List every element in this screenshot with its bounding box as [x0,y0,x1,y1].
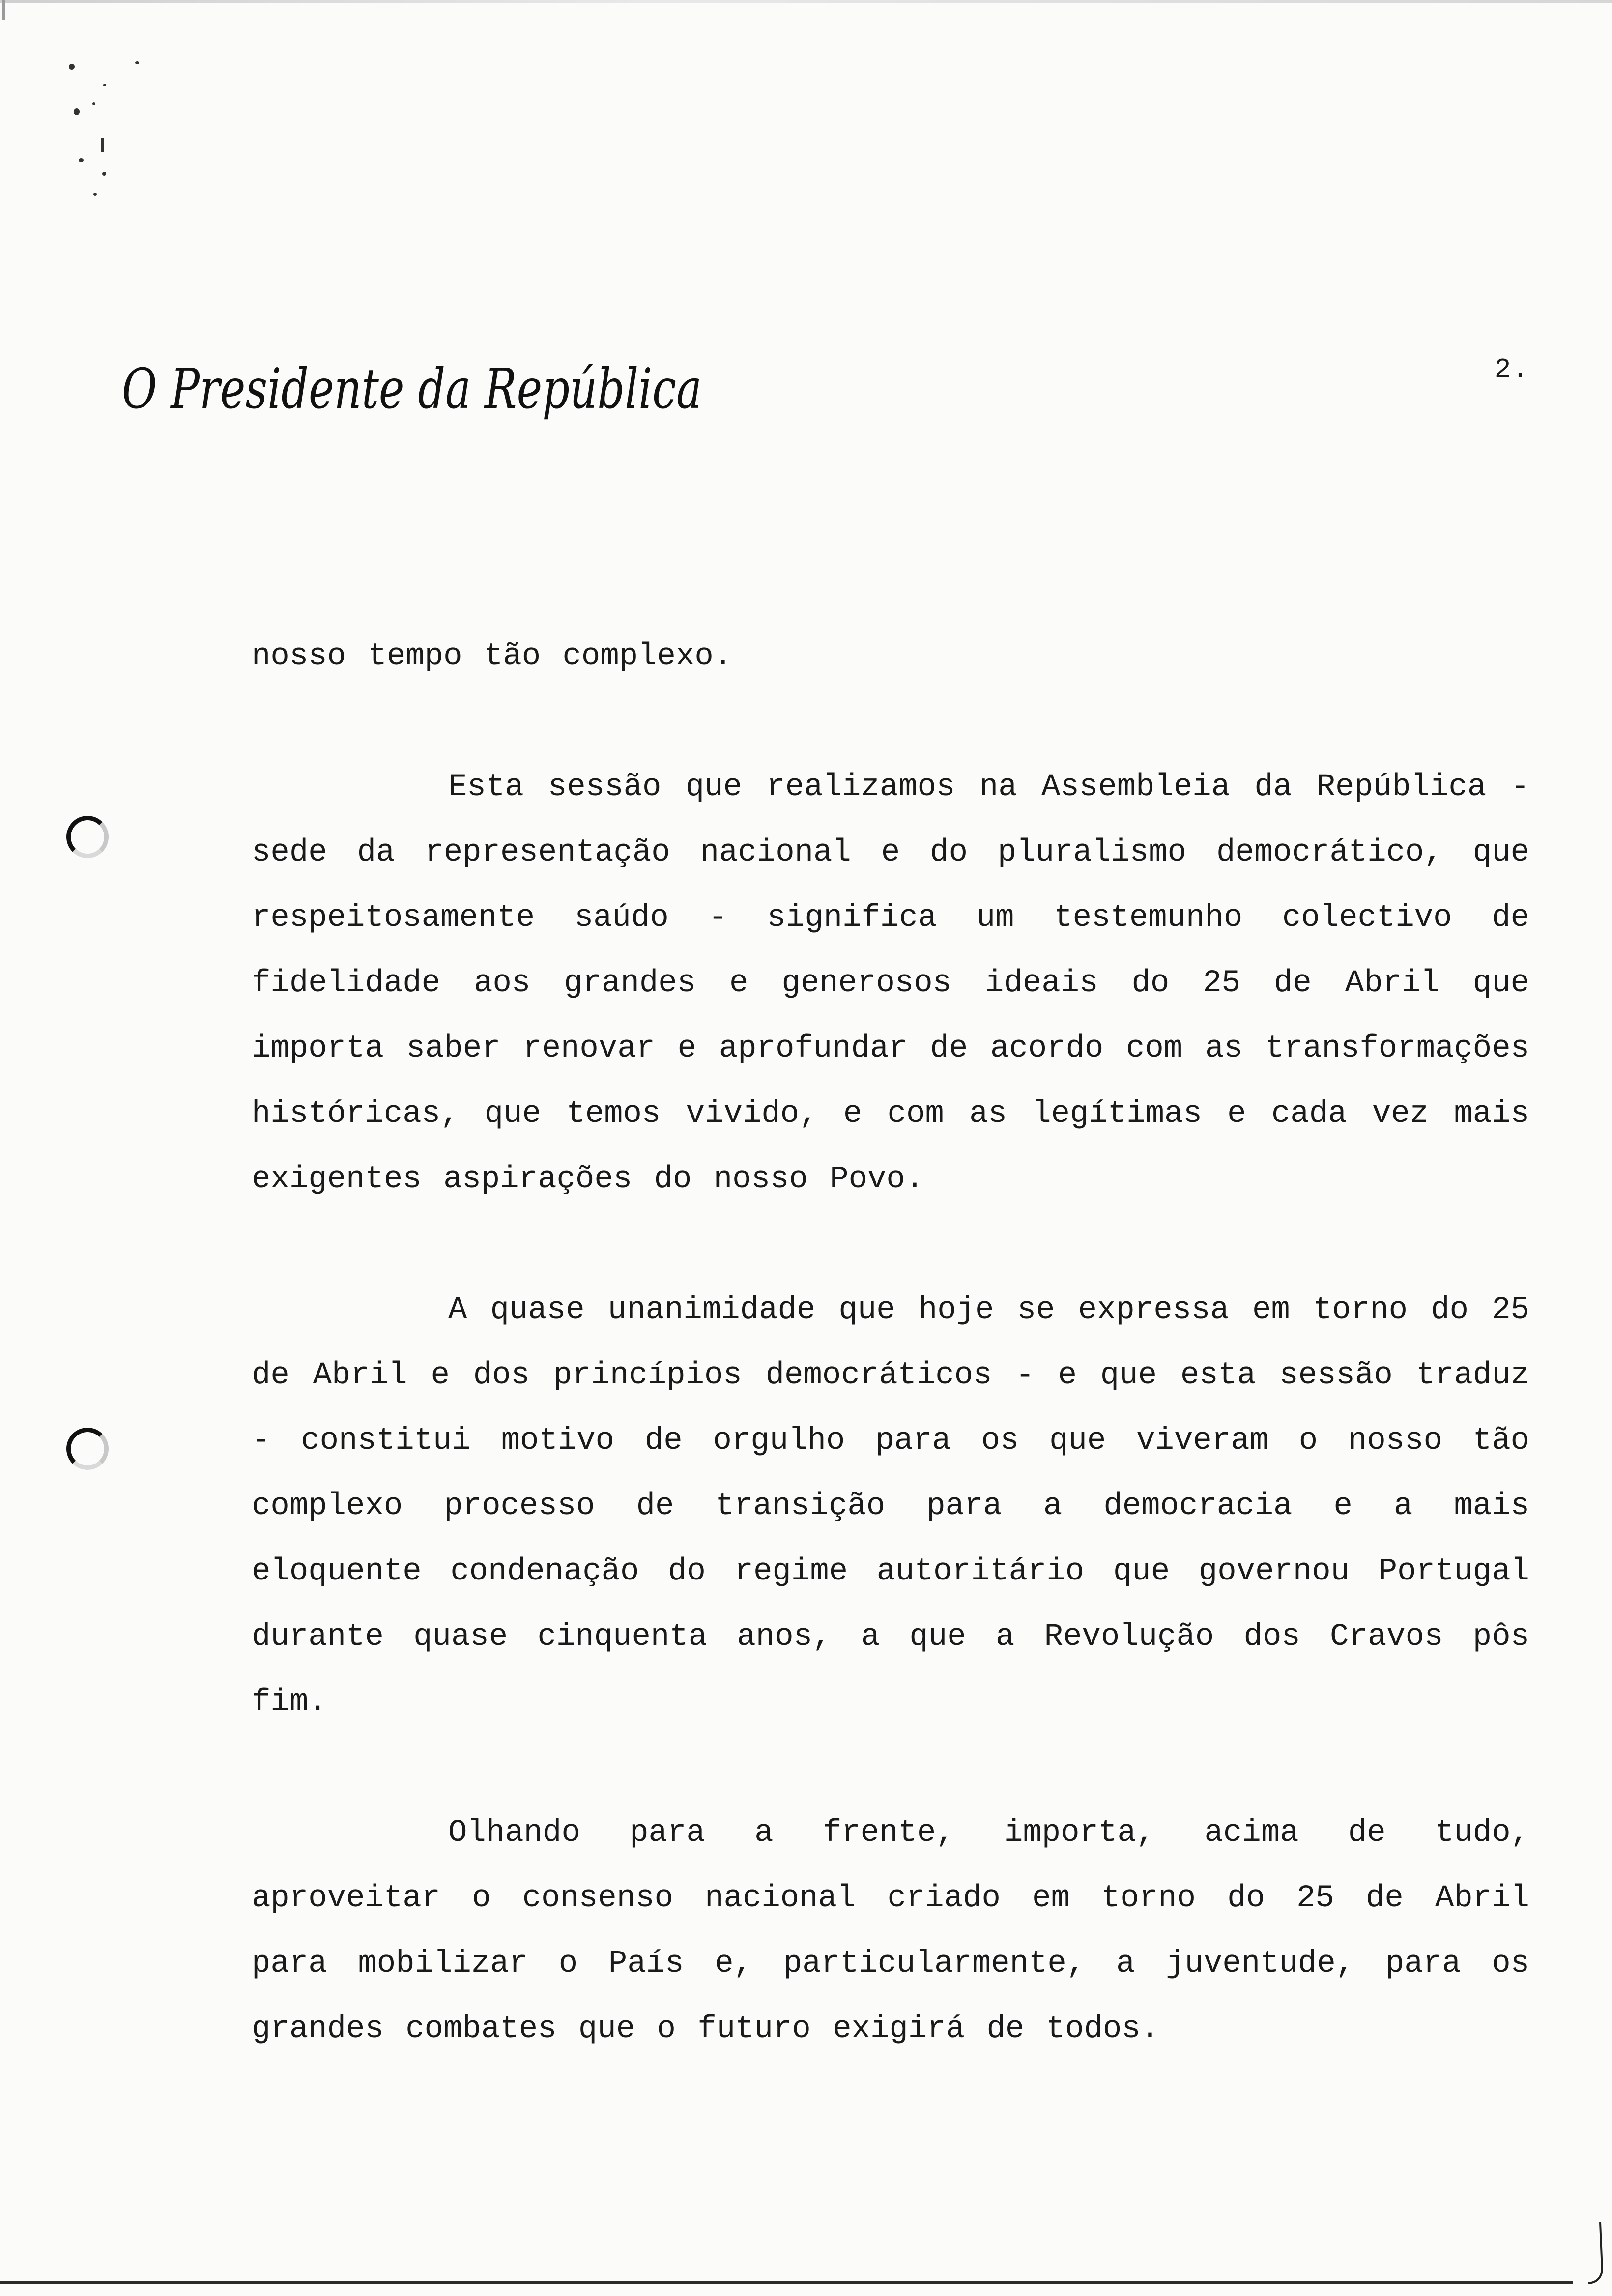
scan-top-edge [0,0,1612,3]
paragraph-3: A quase unanimidade que hoje se expressa em torno do 25 de Abril e dos princípios democráticos - e que esta sessão traduz - constitui motivo de orgulho para os que viveram o nosso tão complexo processo de transição para a democracia e a mais eloquente condenação do regime autoritário que governou Portugal durante quase cinquenta anos, a que a Revolução dos Cravos pôs fim. [252,1292,1529,1720]
punch-hole-upper [66,816,109,858]
paragraph-1: nosso tempo tão complexo. [252,639,733,674]
paragraph-2: Esta sessão que realizamos na Assembleia da República - sede da representação nacional e do pluralismo democrático, que respeitosamente saúdo - significa um testemunho colectivo de fidelidade aos grandes e generosos ideais do 25 de Abril que importa saber renovar e aprofundar de acordo com as transformações históricas, que temos vivido, e com as legítimas e cada vez mais exigentes aspirações do nosso Povo. [252,770,1529,1197]
paragraph-4: Olhando para a frente, importa, acima de tudo, aproveitar o consenso nacional criado em torno do 25 de Abril para mobilizar o País e, particularmente, a juventude, para os grandes combates que o futuro exigirá de todos. [252,1815,1529,2047]
page-number: 2. [1494,354,1529,385]
scan-speckles [64,54,143,211]
document-body [252,624,1529,2127]
svg-text:O Presidente da República: O Presidente da República [122,357,702,421]
punch-hole-lower [66,1428,109,1470]
bottom-edge-rule [0,2281,1573,2284]
corner-pen-mark [1585,2221,1605,2285]
scan-edge-mark [2,0,5,20]
letterhead-signature-script [118,344,708,432]
